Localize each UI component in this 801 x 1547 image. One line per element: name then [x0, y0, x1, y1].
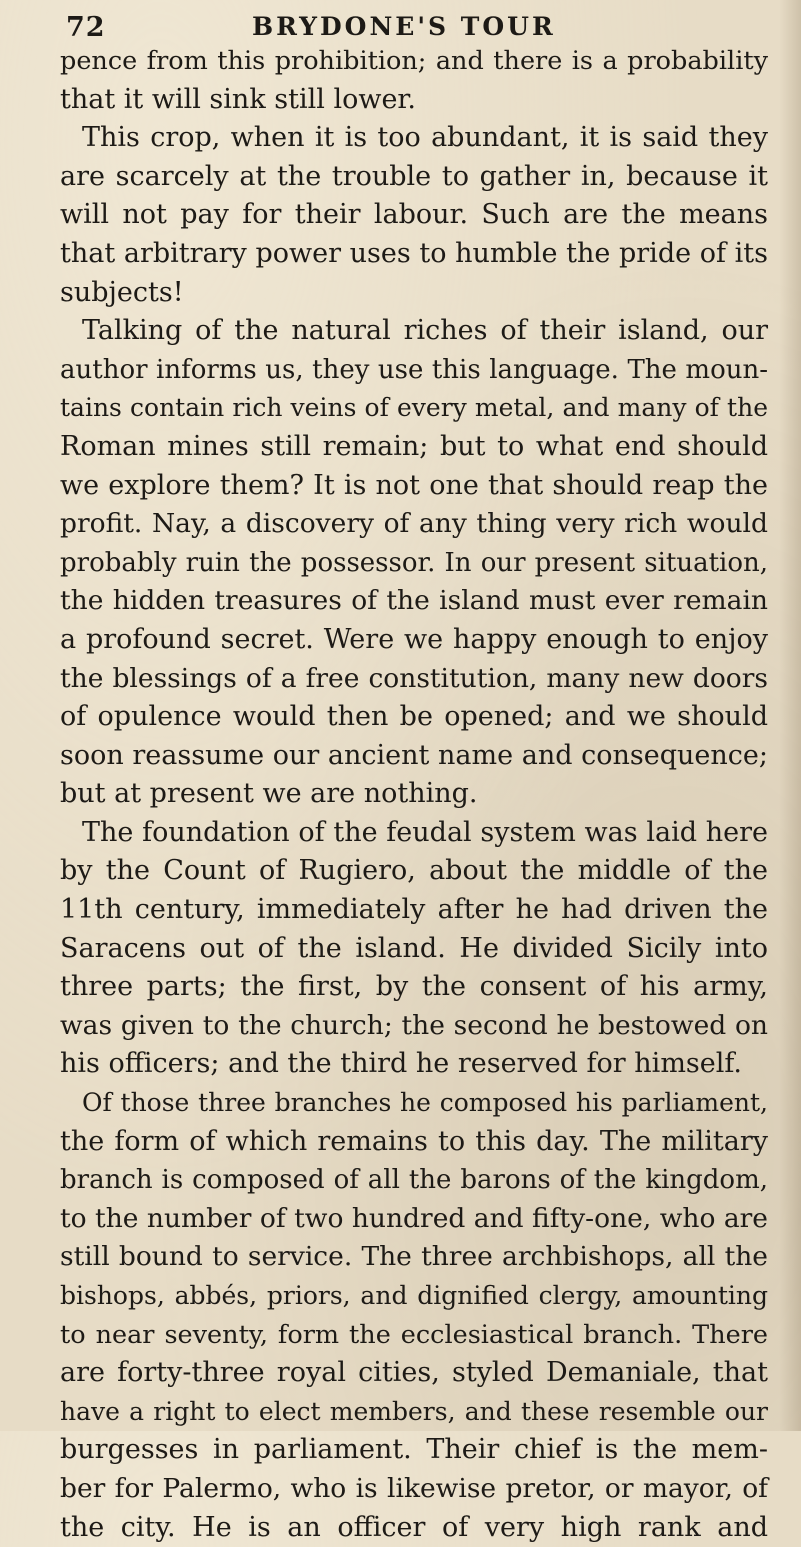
- text-line: the form of which remains to this day. The military: [60, 1125, 768, 1157]
- text-line: subjects!: [60, 276, 184, 308]
- text-line: burgesses in parliament. Their chief is the mem-: [60, 1434, 768, 1466]
- text-line: the city. He is an officer of very high rank and: [60, 1511, 768, 1543]
- text-line: The foundation of the feudal system was laid here: [82, 816, 768, 848]
- text-line: 11th century, immediately after he had driven the: [60, 894, 768, 926]
- text-line: will not pay for their labour. Such are the means: [60, 199, 768, 231]
- text-line: pence from this prohibition; and there is a probability: [60, 46, 768, 76]
- body-text: [60, 42, 768, 1547]
- text-line: profit. Nay, a discovery of any thing very rich would: [60, 508, 768, 540]
- text-line: a profound secret. Were we happy enough to enjoy: [60, 623, 768, 655]
- text-line: the hidden treasures of the island must ever remain: [60, 585, 768, 617]
- text-line: his officers; and the third he reserved for himself.: [60, 1048, 743, 1080]
- text-line: to the number of two hundred and fifty-one, who are: [60, 1202, 768, 1234]
- text-line: tains contain rich veins of every metal, and many of the: [60, 393, 768, 423]
- page-number: 72: [66, 12, 106, 43]
- text-line: still bound to service. The three archbishops, all the: [60, 1241, 768, 1273]
- text-line: are forty-three royal cities, styled Demaniale, that: [60, 1357, 768, 1389]
- text-line: that arbitrary power uses to humble the pride of its: [60, 237, 768, 269]
- text-line: have a right to elect members, and these resemble our: [60, 1396, 768, 1426]
- text-line: of opulence would then be opened; and we should: [60, 701, 768, 733]
- text-line: was given to the church; the second he bestowed on: [60, 1009, 768, 1041]
- text-line: Talking of the natural riches of their island, our: [82, 315, 768, 347]
- text-line: that it will sink still lower.: [60, 83, 416, 115]
- text-line: are scarcely at the trouble to gather in, because it: [60, 160, 768, 192]
- text-line: Roman mines still remain; but to what end should: [60, 430, 768, 462]
- text-line: by the Count of Rugiero, about the middle of the: [60, 855, 768, 887]
- text-line: Saracens out of the island. He divided Sicily into: [60, 932, 768, 964]
- text-line: author informs us, they use this language. The moun-: [60, 354, 768, 385]
- text-line: the blessings of a free constitution, many new doors: [60, 662, 768, 694]
- page-edge-shadow: [779, 0, 801, 1431]
- text-line: but at present we are nothing.: [60, 778, 478, 810]
- text-line: This crop, when it is too abundant, it is said they: [82, 122, 768, 154]
- text-line: soon reassume our ancient name and consequence;: [60, 739, 768, 771]
- text-line: ber for Palermo, who is likewise pretor, or mayor, of: [60, 1472, 768, 1504]
- running-title: BRYDONE'S TOUR: [252, 12, 556, 41]
- text-line: branch is composed of all the barons of the kingdom,: [60, 1165, 768, 1196]
- text-line: three parts; the first, by the consent of his army,: [60, 971, 768, 1003]
- text-line: probably ruin the possessor. In our present situation,: [60, 547, 768, 578]
- text-line: Of those three branches he composed his parliament,: [82, 1088, 768, 1118]
- text-line: we explore them? It is not one that should reap the: [60, 469, 768, 501]
- text-line: to near seventy, form the ecclesiastical branch. There: [60, 1319, 768, 1350]
- text-line: bishops, abbés, priors, and dignified clergy, amounting: [60, 1281, 768, 1310]
